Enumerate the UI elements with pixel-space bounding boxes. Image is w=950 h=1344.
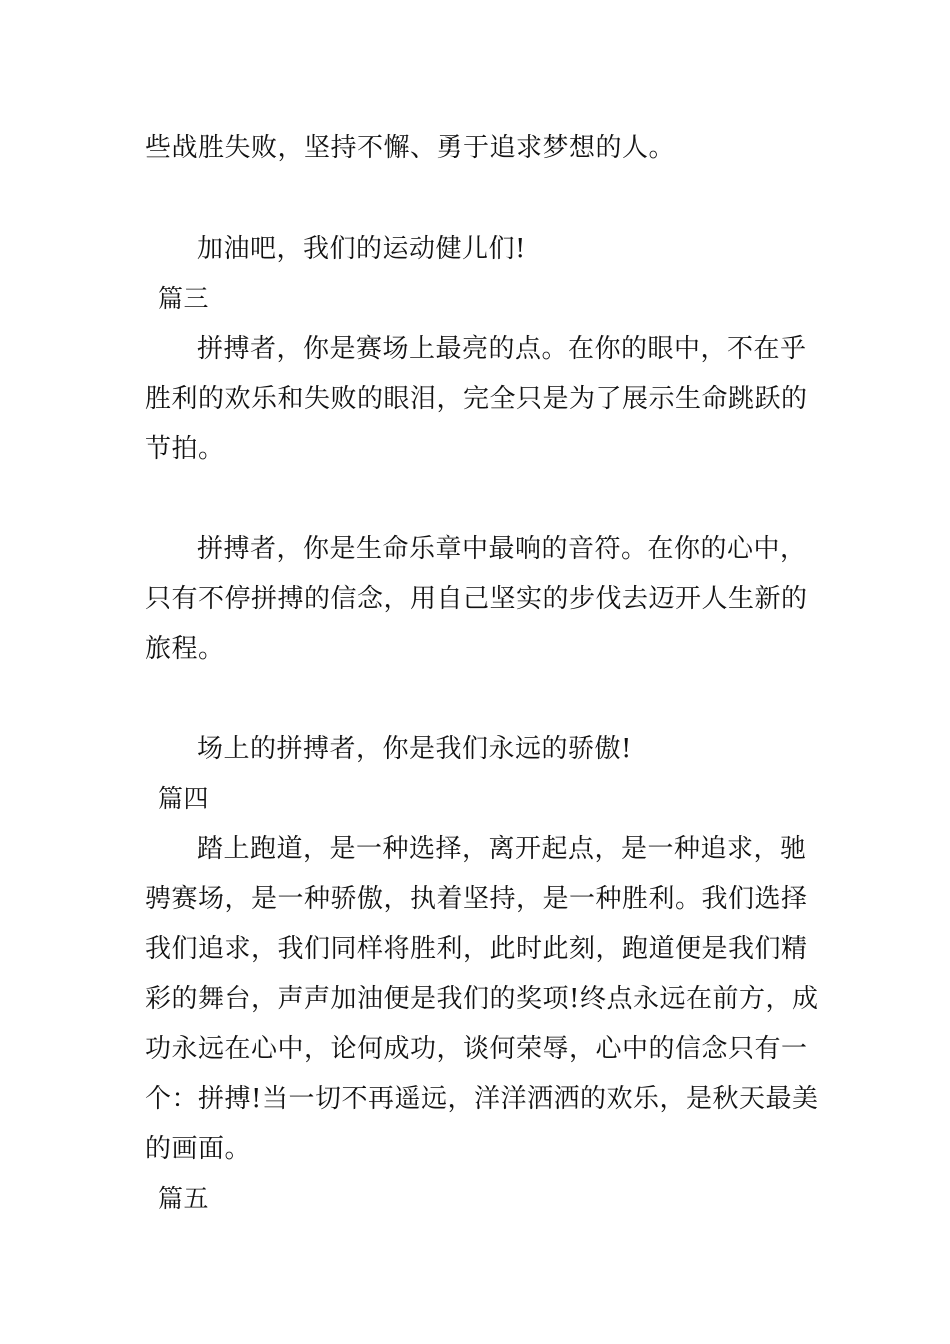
- paragraph-line: 加油吧，我们的运动健儿们!: [197, 234, 526, 264]
- paragraph-line: 骋赛场，是一种骄傲，执着坚持，是一种胜利。我们选择: [145, 884, 808, 914]
- section-heading: 篇三: [158, 284, 210, 313]
- paragraph-line: 场上的拼搏者，你是我们永远的骄傲!: [197, 734, 632, 764]
- paragraph-line: 节拍。: [145, 434, 225, 464]
- paragraph-line: 个：拼搏!当一切不再遥远，洋洋洒洒的欢乐，是秋天最美: [145, 1084, 819, 1114]
- paragraph-line: 拼搏者，你是生命乐章中最响的音符。在你的心中，: [197, 534, 807, 564]
- paragraph-line: 彩的舞台，声声加油便是我们的奖项!终点永远在前方，成: [145, 984, 819, 1014]
- paragraph-line: 踏上跑道，是一种选择，离开起点，是一种追求，驰: [197, 834, 807, 864]
- paragraph-line: 的画面。: [145, 1134, 252, 1164]
- section-heading: 篇五: [158, 1184, 210, 1213]
- paragraph-line: 旅程。: [145, 634, 225, 664]
- paragraph-line: 拼搏者，你是赛场上最亮的点。在你的眼中，不在乎: [197, 334, 807, 364]
- paragraph-line: 些战胜失败，坚持不懈、勇于追求梦想的人。: [145, 133, 676, 163]
- paragraph-line: 功永远在心中，论何成功，谈何荣辱，心中的信念只有一: [145, 1034, 808, 1064]
- paragraph-line: 我们追求，我们同样将胜利，此时此刻，跑道便是我们精: [145, 934, 808, 964]
- paragraph-line: 胜利的欢乐和失败的眼泪，完全只是为了展示生命跳跃的: [145, 384, 808, 414]
- section-heading: 篇四: [158, 784, 210, 813]
- paragraph-line: 只有不停拼搏的信念，用自己坚实的步伐去迈开人生新的: [145, 584, 808, 614]
